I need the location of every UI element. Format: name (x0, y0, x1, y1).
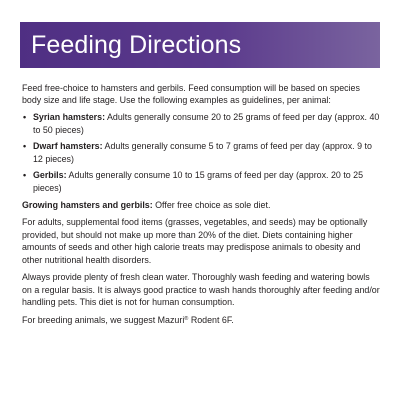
breeding-prefix: For breeding animals, we suggest Mazuri (22, 314, 185, 325)
list-item-dwarf-hamsters (22, 140, 380, 165)
bullet-icon: • (23, 141, 27, 152)
bullet-icon: • (23, 112, 27, 123)
growing-label: Growing hamsters and gerbils: (22, 199, 153, 210)
water-paragraph: Always provide plenty of fresh clean water. Thoroughly wash feeding and watering bowls on a regular basis. It is always good practice to wash hands thoroughly after feeding and/or handling pets. This diet is not for human consumption. (22, 272, 380, 308)
bullet-label: Gerbils: (33, 170, 67, 181)
bullet-text: Adults generally consume 5 to 7 grams of feed per day (approx. 9 to 12 pieces) (33, 141, 372, 164)
species-list (22, 111, 380, 194)
supplemental-paragraph: For adults, supplemental food items (grasses, vegetables, and seeds) may be optionally provided, but should not make up more than 20% of the diet. Diets containing higher amounts of seeds and other high calorie treats may predispose animals to obesity and other nutritional health disorders. (22, 217, 368, 265)
bullet-text: Adults generally consume 20 to 25 grams of feed per day (approx. 40 to 50 pieces) (33, 112, 380, 135)
bullet-text: Adults generally consume 10 to 15 grams of feed per day (approx. 20 to 25 pieces) (33, 170, 364, 193)
page-title: Feeding Directions (31, 31, 242, 59)
bullet-label: Dwarf hamsters: (33, 141, 103, 152)
bullet-label: Syrian hamsters: (33, 112, 106, 123)
feeding-directions-body (22, 82, 380, 331)
growing-paragraph (22, 199, 380, 211)
registered-mark: ® (184, 315, 189, 322)
title-banner (20, 22, 380, 68)
list-item-gerbils (22, 169, 380, 194)
growing-text: Offer free choice as sole diet. (152, 199, 271, 210)
list-item-syrian-hamsters (22, 111, 380, 136)
breeding-paragraph (22, 314, 380, 326)
breeding-suffix: Rodent 6F. (188, 314, 234, 325)
intro-paragraph: Feed free-choice to hamsters and gerbils. Feed consumption will be based on species body size and life stage. Use the following examples as guidelines, per animal: (22, 83, 360, 106)
bullet-icon: • (23, 170, 27, 181)
